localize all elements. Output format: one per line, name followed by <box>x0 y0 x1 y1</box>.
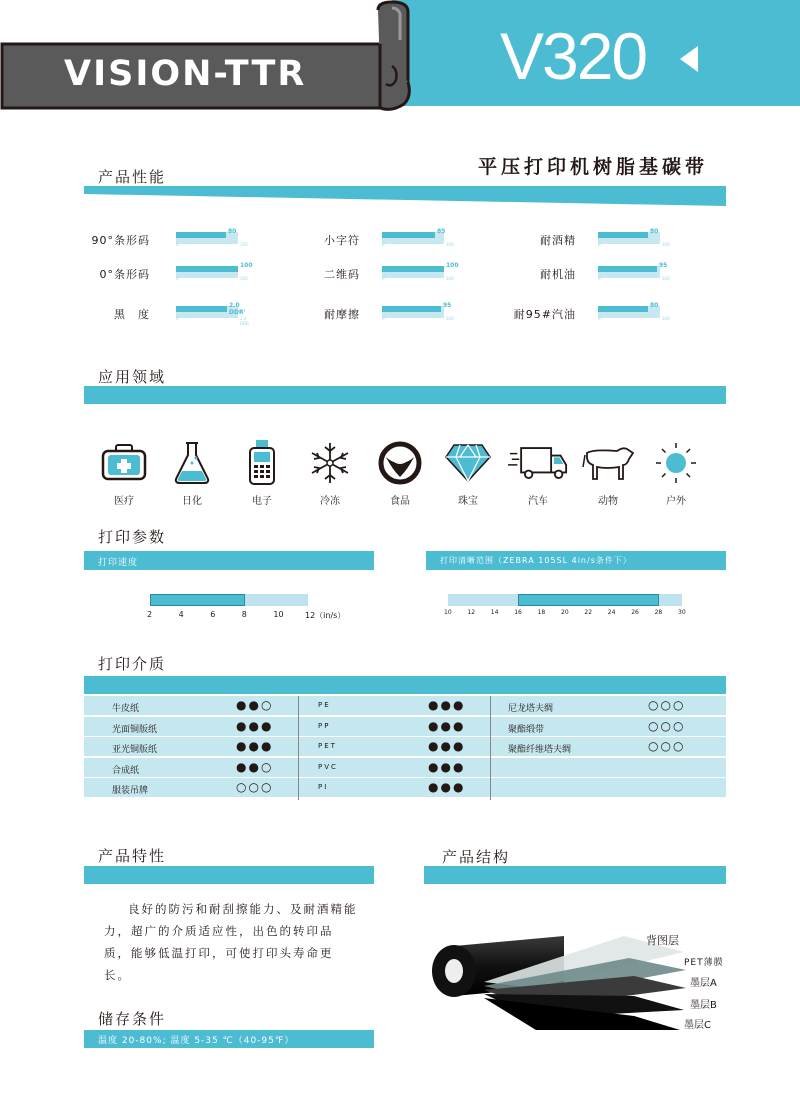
product-subtitle: 平压打印机树脂基碳带 <box>478 156 709 178</box>
bar-value: 100 <box>446 262 459 269</box>
bar-fill <box>176 232 226 238</box>
clarity-tick: 20 <box>561 609 569 616</box>
media-rating: ●●○ <box>236 698 274 712</box>
performance-label: 耐95#汽油 <box>513 308 576 321</box>
table-row <box>84 758 726 777</box>
clarity-tick: 16 <box>514 609 522 616</box>
bar-max: 100 <box>240 276 248 281</box>
speed-tick: 4 <box>178 610 184 619</box>
bar-fill <box>382 232 435 238</box>
bar-zero: 0 <box>382 242 385 247</box>
layer-label-pet: PET薄膜 <box>684 958 724 968</box>
section-title-performance: 产品性能 <box>98 168 167 186</box>
clarity-tick: 28 <box>654 609 663 616</box>
media-rating: ●●● <box>428 780 466 794</box>
storage-text: 温度 20-80%; 温度 5-35 ℃（40-95℉） <box>98 1036 295 1046</box>
media-rating: ●●● <box>428 759 466 774</box>
bar-value: 95 <box>659 262 668 269</box>
bar-zero: 0 <box>176 242 179 247</box>
application-diamond <box>438 440 498 507</box>
application-label: 珠宝 <box>458 496 478 507</box>
media-name: 服装吊牌 <box>112 786 149 796</box>
media-name: 聚酯缎带 <box>508 724 545 735</box>
clarity-range <box>518 594 658 606</box>
application-label: 动物 <box>598 496 618 507</box>
performance-bar <box>382 302 454 321</box>
bar-max: 100 <box>662 276 670 281</box>
layer-label-back: 背图层 <box>646 934 679 947</box>
phone-icon <box>232 440 292 486</box>
table-row <box>84 737 726 756</box>
performance-divider <box>84 186 726 208</box>
application-snowflake <box>300 440 360 507</box>
media-rating: ●●● <box>236 739 274 753</box>
media-name: 合成纸 <box>112 765 140 776</box>
bar-zero: 0 <box>598 276 601 281</box>
performance-label: 黑 度 <box>114 308 150 321</box>
media-name: 牛皮纸 <box>112 704 140 714</box>
bar-fill <box>598 306 648 312</box>
clarity-tick: 26 <box>631 609 639 616</box>
diamond-icon <box>438 440 498 486</box>
section-title-storage: 储存条件 <box>98 1010 167 1028</box>
speed-tick: 6 <box>210 610 216 619</box>
speed-tick: 12（in/s） <box>305 611 346 620</box>
media-name: 尼龙塔夫绸 <box>508 704 554 714</box>
speed-tick: 8 <box>241 610 247 619</box>
performance-label: 小字符 <box>324 234 360 247</box>
application-medical-kit <box>94 440 154 507</box>
cow-icon <box>578 440 638 486</box>
bar-value: 85 <box>437 228 446 235</box>
applications-divider <box>84 386 726 404</box>
application-phone <box>232 440 292 507</box>
brand-title: VISION-TTR <box>64 54 307 94</box>
application-label: 冷冻 <box>320 496 340 507</box>
bar-zero: 0 <box>176 316 179 321</box>
clarity-label: 打印清晰范围（ZEBRA 105SL 4in/s条件下） <box>440 556 632 565</box>
performance-label: 耐摩擦 <box>324 308 360 321</box>
media-name: PET <box>318 742 337 750</box>
bar-max: 100 <box>446 242 454 247</box>
media-name: 聚酯纤维塔夫绸 <box>508 745 572 755</box>
performance-bar <box>176 302 249 326</box>
bar-fill <box>382 266 444 272</box>
bar-fill <box>382 306 441 312</box>
layer-label-ink-b: 墨层B <box>690 1000 717 1011</box>
clarity-tick: 18 <box>537 609 546 616</box>
application-label: 日化 <box>182 496 202 507</box>
speed-tick: 10 <box>273 610 284 619</box>
performance-label: 90°条形码 <box>91 234 150 247</box>
layer-label-ink-c: 墨层C <box>684 1020 711 1031</box>
application-label: 户外 <box>666 496 686 507</box>
section-title-features: 产品特性 <box>98 847 167 865</box>
flask-icon <box>162 440 222 486</box>
application-truck <box>508 440 568 507</box>
arrow-left-icon <box>676 44 700 74</box>
section-title-media: 打印介质 <box>98 655 167 673</box>
media-name: PVC <box>318 762 338 771</box>
media-rating: ●●● <box>428 718 466 733</box>
media-rating: ●●● <box>236 718 274 733</box>
application-flask <box>162 440 222 507</box>
media-rating: ○○○ <box>648 698 686 712</box>
section-title-applications: 应用领域 <box>98 368 167 386</box>
bar-fill <box>176 266 238 272</box>
speed-range <box>150 594 245 606</box>
clarity-tick: 30 <box>678 609 686 616</box>
speed-label: 打印速度 <box>98 558 139 568</box>
performance-bar <box>598 262 670 281</box>
application-cow <box>578 440 638 507</box>
table-row <box>84 717 726 736</box>
application-label: 汽车 <box>528 496 548 507</box>
layer-label-ink-a: 墨层A <box>690 978 717 989</box>
application-food <box>370 440 430 507</box>
bar-zero: 0 <box>598 242 601 247</box>
performance-label: 耐机油 <box>540 268 576 281</box>
performance-bar <box>382 262 459 281</box>
bar-fill <box>598 232 648 238</box>
clarity-tick: 22 <box>584 609 593 616</box>
media-name: PI <box>318 783 329 791</box>
media-name: 亚光铜版纸 <box>112 745 158 755</box>
clarity-tick: 24 <box>607 609 616 616</box>
bar-max: 100 <box>240 242 248 247</box>
bar-fill <box>176 306 227 312</box>
bar-value: 80 <box>228 228 237 235</box>
media-name: PE <box>318 701 331 709</box>
section-title-structure: 产品结构 <box>442 848 511 866</box>
section-title-print-params: 打印参数 <box>98 528 167 546</box>
bar-value: 80 <box>650 302 659 309</box>
clarity-tick: 12 <box>467 609 476 616</box>
features-text: 良好的防污和耐刮擦能力、及耐酒精能力，超广的介质适应性，出色的转印品质，能够低温打印，可使打印头寿命更长。 <box>104 902 358 982</box>
media-name: 光面铜版纸 <box>112 724 158 735</box>
table-divider <box>490 696 491 800</box>
bar-max: 100 <box>662 242 670 247</box>
speed-header <box>84 551 374 570</box>
performance-bar <box>598 302 670 321</box>
speed-tick: 2 <box>147 610 153 619</box>
bar-max: 100 <box>446 276 454 281</box>
performance-bar <box>598 228 670 247</box>
structure-divider <box>424 866 726 884</box>
media-rating: ○○○ <box>236 780 274 794</box>
media-divider <box>84 676 726 694</box>
clarity-header <box>426 551 726 570</box>
bar-value: 95 <box>443 302 452 309</box>
table-row <box>84 696 726 715</box>
media-name: PP <box>318 721 331 730</box>
medical-kit-icon <box>94 440 154 486</box>
bar-zero: 0 <box>382 276 385 281</box>
bar-max: 100 <box>446 316 454 321</box>
application-label: 电子 <box>252 496 272 507</box>
media-rating: ○○○ <box>648 718 686 733</box>
storage-bar <box>84 1030 374 1048</box>
application-label: 食品 <box>390 496 410 507</box>
bar-fill <box>598 266 657 272</box>
table-divider <box>298 696 299 800</box>
clarity-tick: 10 <box>444 609 452 616</box>
performance-bar <box>382 228 454 247</box>
performance-label: 0°条形码 <box>99 268 150 281</box>
bar-max: 100 <box>662 316 670 321</box>
media-rating: ●●● <box>428 739 466 753</box>
bar-zero: 0 <box>176 276 179 281</box>
model-number: V320 <box>500 19 647 93</box>
features-divider <box>84 866 374 884</box>
header <box>0 0 800 110</box>
clarity-tick: 14 <box>490 609 499 616</box>
bar-zero: 0 <box>598 316 601 321</box>
food-icon <box>370 440 430 486</box>
ribbon-structure-diagram <box>424 906 724 1046</box>
performance-bar <box>176 262 253 281</box>
sun-icon <box>646 440 706 486</box>
performance-bar <box>176 228 248 247</box>
performance-label: 二维码 <box>324 268 360 281</box>
table-row <box>84 778 726 797</box>
bar-value: 80 <box>650 228 659 235</box>
bar-value: 2.0 DDR' <box>229 302 246 316</box>
bar-max: 2.4 DDR <box>240 316 249 326</box>
snowflake-icon <box>300 440 360 486</box>
media-rating: ○○○ <box>648 739 686 753</box>
media-rating: ●●○ <box>236 759 274 774</box>
application-sun <box>646 440 706 507</box>
bar-value: 100 <box>240 262 253 269</box>
media-rating: ●●● <box>428 698 466 712</box>
bar-zero: 0 <box>382 316 385 321</box>
application-label: 医疗 <box>114 496 134 507</box>
performance-label: 耐酒精 <box>540 234 576 247</box>
truck-icon <box>508 440 568 486</box>
